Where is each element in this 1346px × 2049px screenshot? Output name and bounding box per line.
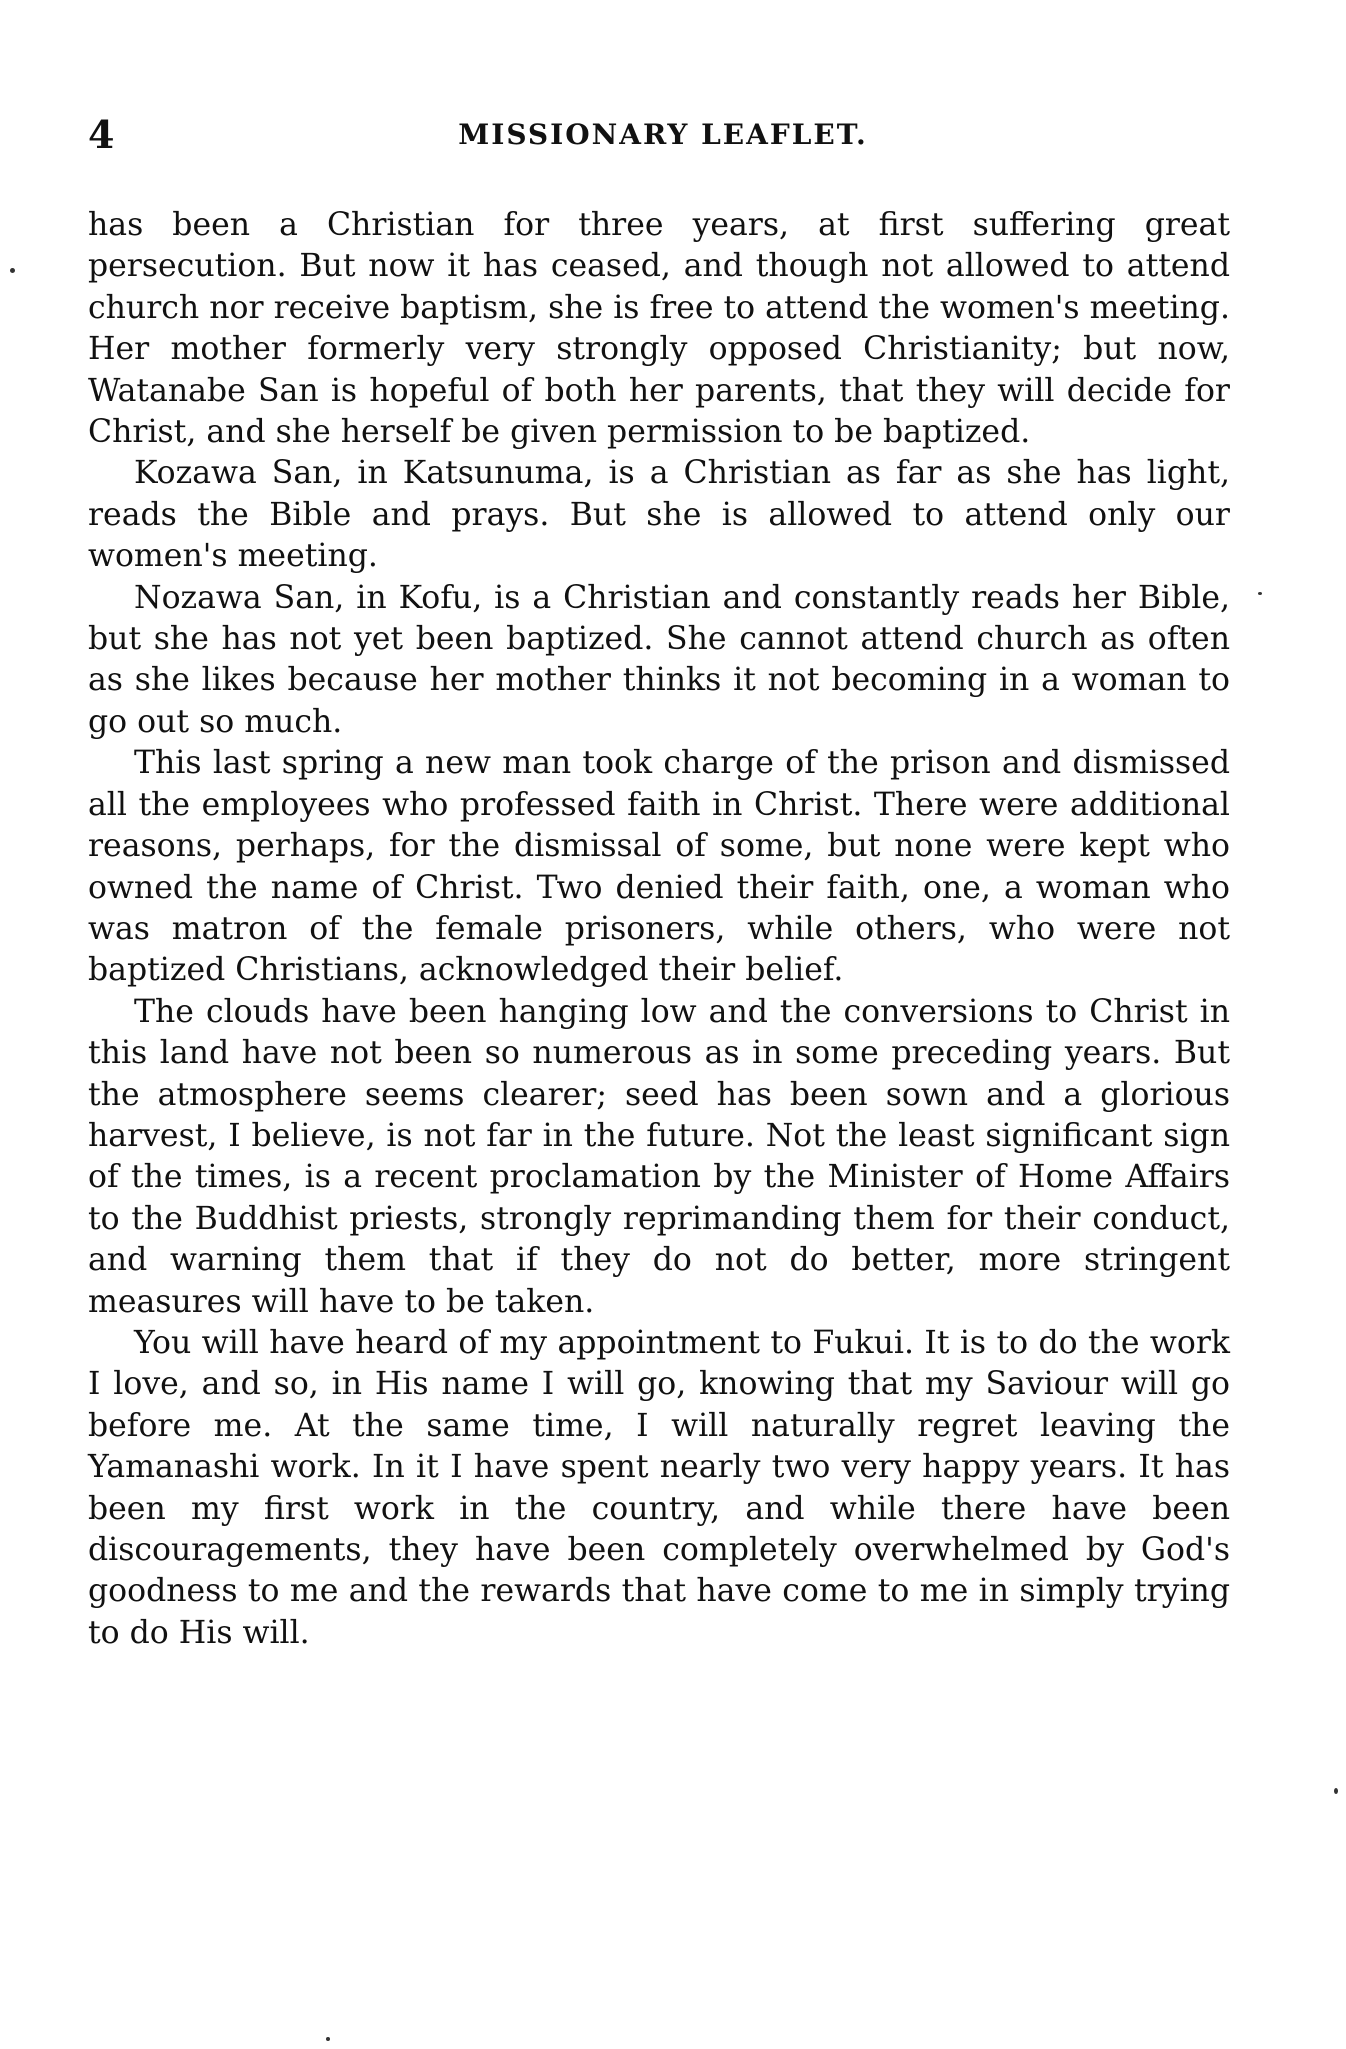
page-number: 4 [88,112,115,157]
ink-speck [1258,592,1262,595]
ink-speck [10,268,15,273]
paragraph: You will have heard of my appointment to Fukui. It is to do the work I love, and so, in His name I will go, knowing that my Saviour will go before me. At the same time, I will naturally regret leaving the Yamanashi work. In it I have spent nearly two very happy years. It has been my first work in the country, and while there have been discouragements, they have been completely overwhelmed by God's goodness to me and the rewards that have come to me in simply trying to do His will. [88,1324,1230,1651]
page-header [88,112,1238,162]
paragraph: has been a Christian for three years, at first suffering great persecution. But now it has ceased, and though not allowed to attend church nor receive baptism, she is free to attend the women's meeting. Her mother formerly very strongly opposed Christianity; but now, Watanabe San is hopeful of both her parents, that they will decide for Christ, and she herself be given permission to be baptized. [88,207,1230,451]
paragraph: The clouds have been hanging low and the conversions to Christ in this land have not been so numerous as in some preceding years. But the atmosphere seems clearer; seed has been sown and a glorious harvest, I believe, is not far in the future. Not the least significant sign of the times, is a recent proclamation by the Minister of Home Affairs to the Buddhist priests, strongly reprimanding them for their conduct, and warning them that if they do not do better, more stringent measures will have to be taken. [88,993,1230,1320]
ink-speck [1334,1788,1338,1794]
running-title: MISSIONARY LEAFLET. [458,118,868,151]
paragraph: This last spring a new man took charge of the prison and dismissed all the employees who professed faith in Christ. There were additional reasons, perhaps, for the dismissal of some, but none were kept who owned the name of Christ. Two denied their faith, one, a woman who was matron of the female prisoners, while others, who were not baptized Christians, acknowledged their belief. [88,745,1230,989]
body-text [88,205,1230,1654]
paragraph: Kozawa San, in Katsunuma, is a Christian as far as she has light, reads the Bible and prays. But she is allowed to attend only our women's meeting. [88,455,1230,575]
paragraph: Nozawa San, in Kofu, is a Christian and constantly reads her Bible, but she has not yet been baptized. She cannot attend church as often as she likes because her mother thinks it not becoming in a woman to go out so much. [88,579,1230,740]
ink-speck [326,2037,330,2041]
